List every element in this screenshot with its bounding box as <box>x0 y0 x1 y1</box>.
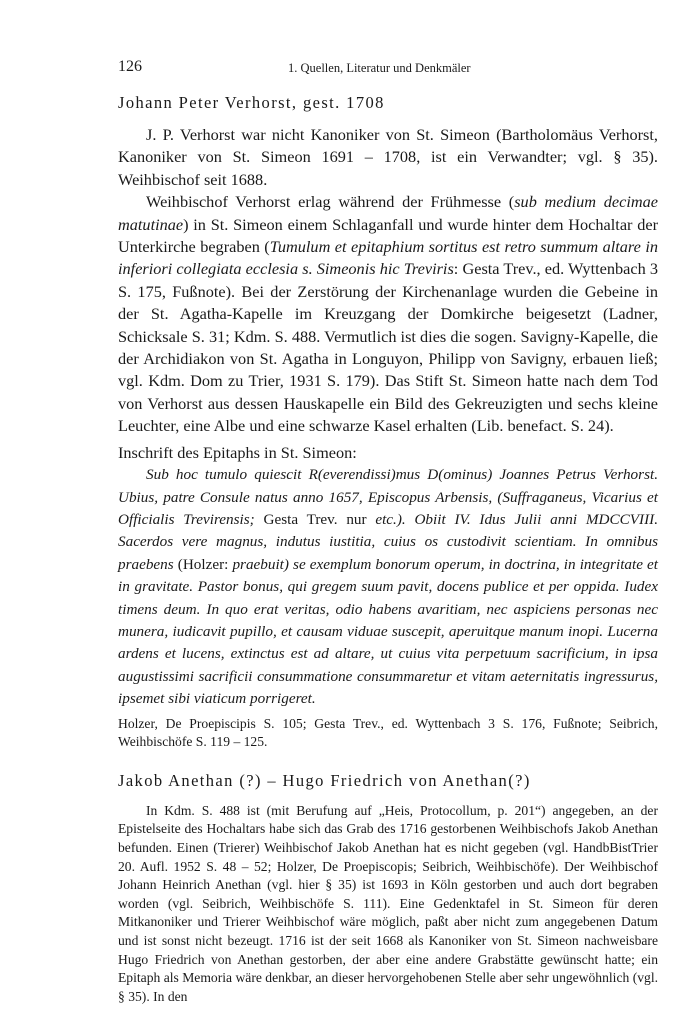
paragraph-verhorst-death <box>118 191 658 437</box>
section-heading-verhorst: Johann Peter Verhorst, gest. 1708 <box>118 93 385 112</box>
text-run: ) in St. Simeon einem Schlaganfall und wurde hinter dem Hochaltar der Unterkirche begraben ( <box>118 214 658 257</box>
text-run: J. P. Verhorst war nicht Kanoniker von St. Simeon (Bartholomäus Verhorst, Kanoniker von St. Simeon 1691 – 1708, ist ein Verwandter; vgl. § 35). Weihbischof seit 1688. <box>118 125 658 189</box>
italic-text-run: etc.). Obiit IV. Idus Julii anni MDCCVIII. Sacerdos vere magnus, indutus iustitia, cuius os custodivit scientiam. In omnibus praebens <box>118 510 659 573</box>
paragraph-anethan: In Kdm. S. 488 ist (mit Berufung auf „Heis, Protocollum, p. 201“) angegeben, an der Epistelseite des Hochaltars habe sich das Grab des 1716 gestorbenen Weihbischofs Jakob Anethan befunden. Einen (Trierer) Weihbischof Jakob Anethan hat es nicht gegeben (vgl. HandbBistTrier 20. Aufl. 1952 S. 48 – 52; Holzer, De Proepiscopis; Seibrich, Weihbischöfe). Der Weihbischof Johann Heinrich Anethan (vgl. hier § 35) ist 1693 in Köln gestorben und auch dort begraben worden (vgl. Seibrich, Weihbischöfe S. 111). Eine Gedenktafel in St. Simeon für deren Mitkanoniker und Trierer Weihbischof wäre möglich, paßt aber nicht zum angegebenen Datum und ist sonst nicht bezeugt. 1716 ist der seit 1668 als Kanoniker von St. Simeon nachweisbare Hugo Friedrich von Anethan gestorben, der aber eine andere Grabstätte gewünscht hatte; ein Epitaph als Memoria wäre denkbar, an dieser hervorgehobenen Stelle aber sehr ungewöhnlich (vgl. § 35). In den <box>118 802 658 1004</box>
text-run: Gesta Trev. nur <box>254 510 376 528</box>
text-run: (Holzer: <box>173 555 233 573</box>
paragraph-verhorst-intro <box>118 124 658 191</box>
italic-text-run: Tumulum et epitaphium sortitus est retro summum altare in inferiori collegiata ecclesia s. Simeonis hic Treviris <box>118 237 658 279</box>
running-head <box>0 58 700 78</box>
main-content <box>118 92 658 1006</box>
running-title: 1. Quellen, Literatur und Denkmäler <box>288 61 471 75</box>
epitaph-heading: Inschrift des Epitaphs in St. Simeon: <box>118 442 357 462</box>
references-verhorst: Holzer, De Proepiscipis S. 105; Gesta Trev., ed. Wyttenbach 3 S. 176, Fußnote; Seibrich, Weihbischöfe S. 119 – 125. <box>118 715 658 750</box>
italic-text-run: sub medium decimae matutinae <box>118 192 658 234</box>
text-run: Weihbischof Verhorst erlag während der Frühmesse ( <box>146 192 515 212</box>
epitaph-inscription <box>118 464 658 710</box>
page-number: 126 <box>118 58 142 75</box>
italic-text-run: Sub hoc tumulo quiescit R(everendissi)mus D(ominus) Joannes Petrus Verhorst. Ubius, patre Consule natus anno 1657, Episcopus Arbensis, (Suffraganeus, Vicarius et Officialis Trevirensis; <box>118 466 658 528</box>
section-heading-anethan: Jakob Anethan (?) – Hugo Friedrich von Anethan(?) <box>118 770 531 790</box>
text-run: : Gesta Trev., ed. Wyttenbach 3 S. 175, Fußnote). Bei der Zerstörung der Kirchenanlage wurden die Gebeine in der St. Agatha-Kapelle im Kreuzgang der Domkirche beigesetzt (Ladner, Schicksale S. 31; Kdm. S. 488. Vermutlich ist dies die sogen. Savigny-Kapelle, die der Archidiakon von St. Agatha in Longuyon, Philipp von Savigny, erbauen ließ; vgl. Kdm. Dom zu Trier, 1931 S. 179). Das Stift St. Simeon hatte nach dem Tod von Verhorst aus dessen Hauskapelle ein Bild des Gekreuzigten und sechs kleine Leuchter, eine Albe und eine schwarze Kasel erhalten (Lib. benefact. S. 24). <box>118 259 658 436</box>
italic-text-run: praebuit) se exemplum bonorum operum, in doctrina, in integritate et in gravitate. Pastor bonus, qui gregem suum pavit, docens publice et per oppida. Iudex timens deum. In quo erat veritas, odio habens avaritiam, nec aspiciens personas nec munera, iudicavit pupillo, et causam viduae suscepit, aperuitque manum inopi. Lucerna ardens et lucens, extinctus est ad altare, ut cuius vita perpetuum sacrificium, in ipsa augustissimi sacrificii consummatione consummaretur et vitam aeternitatis ingressurus, ipsemet sibi viaticum porrigeret. <box>118 555 658 708</box>
